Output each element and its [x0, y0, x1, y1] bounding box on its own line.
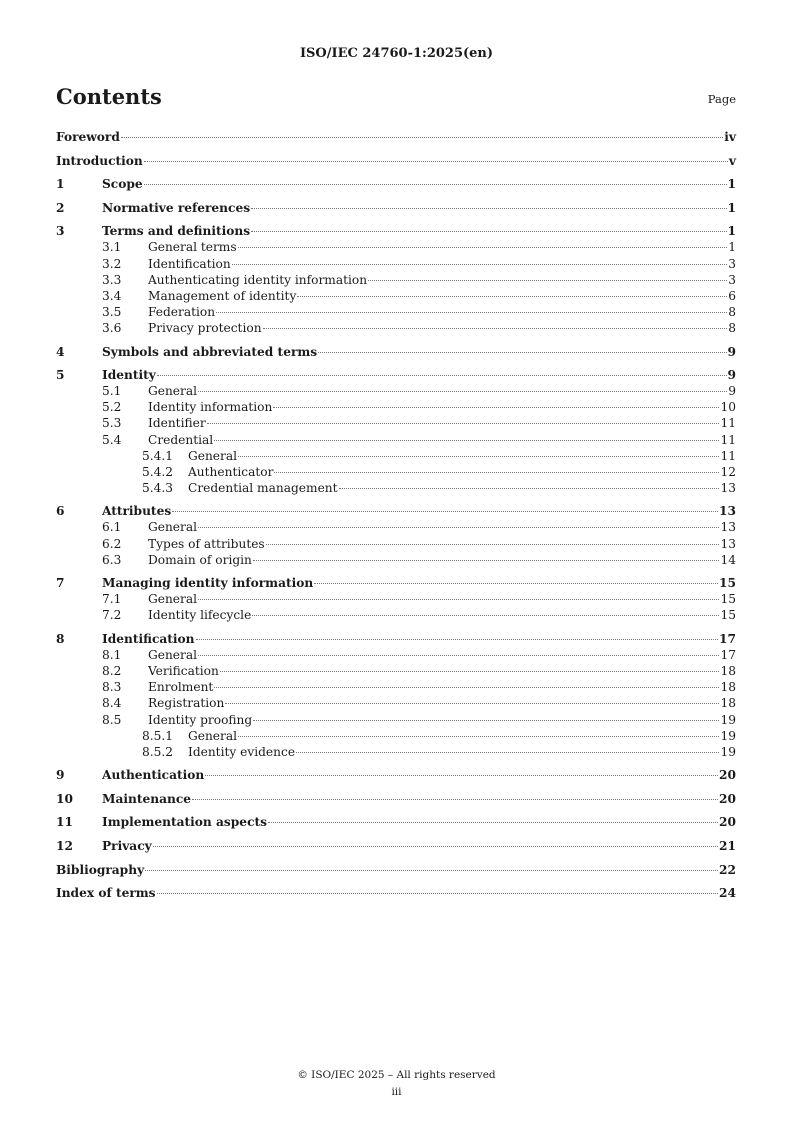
dot-leader — [339, 488, 720, 489]
toc-entry-title: Identifier — [148, 416, 206, 431]
toc-entry-number: 5.3 — [102, 416, 122, 431]
copyright-notice: © ISO/IEC 2025 – All rights reserved — [297, 1069, 496, 1081]
dot-leader — [238, 247, 728, 248]
toc-entry-title: Index of terms — [56, 886, 156, 901]
toc-entry-title: Identity proofing — [148, 712, 253, 727]
toc-entry[interactable] — [56, 591, 736, 607]
toc-entry-title: Enrolment — [148, 680, 214, 695]
toc-entry-number: 5.4.3 — [142, 480, 174, 495]
toc-entry-number: 4 — [56, 344, 65, 359]
toc-entry[interactable] — [56, 432, 736, 448]
toc-entry-number: 5.4.2 — [142, 464, 174, 479]
toc-entry[interactable] — [56, 448, 736, 464]
dot-leader — [121, 137, 723, 138]
contents-title: Contents — [56, 84, 162, 109]
toc-entry-number: 12 — [56, 839, 73, 854]
toc-entry[interactable] — [56, 647, 736, 663]
toc-entry[interactable] — [56, 464, 736, 480]
toc-entry-page: 24 — [719, 886, 736, 901]
toc-entry-page: 22 — [719, 862, 736, 877]
toc-entry-title: Foreword — [56, 130, 120, 144]
toc-entry-page: 19 — [720, 744, 736, 759]
toc-entry-page: 9 — [727, 344, 736, 359]
dot-leader — [252, 615, 719, 616]
toc-entry[interactable] — [56, 862, 736, 878]
toc-entry[interactable] — [56, 367, 736, 383]
toc-entry[interactable] — [56, 129, 736, 145]
toc-entry-title: General — [188, 448, 237, 463]
page-column-label: Page — [707, 92, 736, 106]
toc-entry[interactable] — [56, 272, 736, 288]
page-footer — [0, 1067, 793, 1101]
toc-entry-page: iv — [724, 130, 736, 144]
toc-entry-number: 9 — [56, 768, 65, 783]
toc-entry-number: 8.2 — [102, 664, 122, 679]
toc-entry-page: 1 — [727, 224, 736, 239]
toc-entry-title: Authenticator — [188, 464, 274, 479]
toc-entry-title: Credential — [148, 432, 214, 447]
toc-entry-page: 1 — [727, 200, 736, 215]
toc-entry-page: 11 — [720, 432, 736, 447]
toc-entry-page: 9 — [728, 384, 736, 399]
toc-entry-page: 15 — [719, 576, 736, 591]
toc-entry-page: 9 — [727, 368, 736, 383]
dot-leader — [198, 599, 719, 600]
toc-entry-title: Implementation aspects — [102, 815, 267, 830]
toc-entry[interactable] — [56, 536, 736, 552]
toc-entry-number: 3.3 — [102, 272, 122, 287]
toc-entry[interactable] — [56, 176, 736, 192]
dot-leader — [253, 560, 720, 561]
toc-entry[interactable] — [56, 607, 736, 623]
toc-entry-title: Maintenance — [102, 791, 192, 806]
toc-entry-page: 12 — [720, 464, 736, 479]
dot-leader — [251, 231, 726, 232]
toc-entry[interactable] — [56, 288, 736, 304]
toc-entry-title: Identity lifecycle — [148, 608, 252, 623]
toc-entry-number: 3.6 — [102, 320, 122, 335]
toc-entry[interactable] — [56, 744, 736, 760]
toc-entry[interactable] — [56, 679, 736, 695]
toc-entry-number: 8.1 — [102, 648, 122, 663]
toc-entry-title: Introduction — [56, 153, 143, 168]
toc-entry-title: General — [148, 648, 197, 663]
dot-leader — [214, 440, 719, 441]
toc-entry-page: 10 — [720, 400, 736, 415]
toc-entry[interactable] — [56, 814, 736, 830]
page-number: iii — [391, 1086, 402, 1098]
toc-entry-page: 1 — [728, 240, 736, 255]
dot-leader — [144, 184, 727, 185]
dot-leader — [198, 391, 727, 392]
toc-entry-title: Verification — [148, 664, 219, 679]
toc-entry-number: 5.1 — [102, 384, 122, 399]
dot-leader — [220, 671, 720, 672]
toc-entry-number: 10 — [56, 791, 73, 806]
toc-entry-title: Privacy — [102, 839, 152, 854]
toc-entry-page: v — [728, 153, 736, 168]
toc-entry-title: Attributes — [102, 504, 172, 519]
toc-entry-title: General terms — [148, 240, 237, 255]
toc-entry-page: 3 — [728, 256, 736, 271]
dot-leader — [274, 472, 719, 473]
dot-leader — [225, 703, 719, 704]
dot-leader — [145, 870, 718, 871]
toc-entry-page: 13 — [719, 504, 736, 519]
toc-entry-title: Managing identity information — [102, 576, 314, 591]
toc-entry-page: 17 — [719, 632, 736, 647]
toc-entry-page: 11 — [720, 416, 736, 431]
toc-entry[interactable] — [56, 223, 736, 239]
dot-leader — [238, 736, 719, 737]
toc-entry-page: 15 — [720, 608, 736, 623]
dot-leader — [144, 161, 728, 162]
toc-entry-page: 11 — [720, 448, 736, 463]
toc-entry[interactable] — [56, 838, 736, 854]
toc-entry-number: 3.4 — [102, 288, 122, 303]
toc-entry-page: 3 — [728, 272, 736, 287]
toc-entry-page: 18 — [720, 664, 736, 679]
toc-entry-number: 3 — [56, 224, 65, 239]
toc-entry-title: Authentication — [102, 768, 205, 783]
dot-leader — [263, 328, 728, 329]
toc-entry-number: 8.4 — [102, 696, 122, 711]
toc-entry-page: 20 — [719, 768, 736, 783]
toc-entry-title: Bibliography — [56, 862, 145, 877]
toc-entry-number: 6.3 — [102, 552, 122, 567]
dot-leader — [238, 456, 719, 457]
toc-entry[interactable] — [56, 575, 736, 591]
toc-entry-number: 6.2 — [102, 536, 122, 551]
dot-leader — [216, 312, 727, 313]
toc-entry-number: 7.2 — [102, 608, 122, 623]
toc-entry-page: 21 — [719, 839, 736, 854]
dot-leader — [251, 208, 726, 209]
dot-leader — [232, 264, 728, 265]
toc-entry-page: 15 — [720, 592, 736, 607]
toc-entry-title: Types of attributes — [148, 536, 265, 551]
toc-entry-title: Identification — [148, 256, 231, 271]
toc-entry[interactable] — [56, 663, 736, 679]
toc-entry-title: Terms and definitions — [102, 224, 251, 239]
toc-entry[interactable] — [56, 344, 736, 360]
toc-entry-page: 19 — [720, 728, 736, 743]
toc-entry-title: Domain of origin — [148, 552, 252, 567]
toc-entry[interactable] — [56, 304, 736, 320]
toc-entry[interactable] — [56, 712, 736, 728]
toc-entry[interactable] — [56, 695, 736, 711]
toc-entry-page: 8 — [728, 320, 736, 335]
dot-leader — [192, 799, 718, 800]
toc-entry-page: 20 — [719, 815, 736, 830]
toc-entry-title: Scope — [102, 177, 143, 192]
toc-entry-title: Credential management — [188, 480, 338, 495]
dot-leader — [157, 375, 727, 376]
toc-entry-page: 17 — [720, 648, 736, 663]
toc-entry-number: 3.5 — [102, 304, 122, 319]
dot-leader — [198, 527, 719, 528]
toc-entry-title: Privacy protection — [148, 320, 262, 335]
dot-leader — [297, 296, 727, 297]
toc-entry[interactable] — [56, 791, 736, 807]
toc-entry-number: 6 — [56, 504, 65, 519]
toc-entry-page: 6 — [728, 288, 736, 303]
toc-entry-number: 8.5 — [102, 712, 122, 727]
toc-entry[interactable] — [56, 383, 736, 399]
toc-entry[interactable] — [56, 552, 736, 568]
dot-leader — [268, 822, 718, 823]
toc-entry[interactable] — [56, 239, 736, 255]
dot-leader — [296, 752, 719, 753]
toc-entry-title: Authenticating identity information — [148, 272, 368, 287]
toc-entry-title: General — [188, 728, 237, 743]
toc-entry[interactable] — [56, 320, 736, 336]
toc-entry-title: Identity — [102, 368, 156, 383]
toc-entry-page: 13 — [720, 480, 736, 495]
toc-entry[interactable] — [56, 885, 736, 901]
toc-entry-number: 2 — [56, 200, 65, 215]
toc-entry-page: 20 — [719, 791, 736, 806]
dot-leader — [266, 544, 720, 545]
toc-entry[interactable] — [56, 153, 736, 169]
toc-entry-title: Federation — [148, 304, 216, 319]
dot-leader — [198, 655, 719, 656]
toc-entry-number: 7.1 — [102, 592, 122, 607]
dot-leader — [368, 280, 727, 281]
dot-leader — [172, 511, 718, 512]
toc-entry-number: 6.1 — [102, 520, 122, 535]
toc-entry-page: 13 — [720, 536, 736, 551]
toc-entry-page: 18 — [720, 680, 736, 695]
toc-entry-number: 5 — [56, 368, 65, 383]
table-of-contents — [56, 129, 736, 901]
toc-entry-number: 7 — [56, 576, 65, 591]
toc-entry-title: Identity evidence — [188, 744, 296, 759]
toc-entry-number: 5.4.1 — [142, 448, 174, 463]
toc-entry-page: 1 — [727, 177, 736, 192]
toc-entry-page: 19 — [720, 712, 736, 727]
toc-entry-page: 18 — [720, 696, 736, 711]
dot-leader — [214, 687, 719, 688]
toc-entry-number: 11 — [56, 815, 73, 830]
toc-entry-page: 13 — [720, 520, 736, 535]
toc-entry-title: General — [148, 520, 197, 535]
toc-entry-title: General — [148, 592, 197, 607]
dot-leader — [196, 639, 719, 640]
toc-entry[interactable] — [56, 503, 736, 519]
dot-leader — [273, 407, 719, 408]
toc-entry-title: Normative references — [102, 200, 251, 215]
dot-leader — [153, 846, 718, 847]
document-id-header: ISO/IEC 24760-1:2025(en) — [299, 46, 494, 61]
toc-entry-number: 8.3 — [102, 680, 122, 695]
toc-entry-title: Management of identity — [148, 288, 297, 303]
toc-entry[interactable] — [56, 200, 736, 216]
dot-leader — [205, 775, 718, 776]
toc-entry-page: 8 — [728, 304, 736, 319]
toc-entry-number: 5.2 — [102, 400, 122, 415]
toc-entry-title: Identification — [102, 632, 195, 647]
toc-entry-title: Symbols and abbreviated terms — [102, 344, 318, 359]
toc-entry[interactable] — [56, 728, 736, 744]
dot-leader — [318, 352, 726, 353]
dot-leader — [253, 720, 719, 721]
toc-entry[interactable] — [56, 256, 736, 272]
dot-leader — [207, 423, 720, 424]
toc-entry-number: 1 — [56, 177, 65, 192]
toc-entry-title: Identity information — [148, 400, 273, 415]
toc-entry-number: 8.5.1 — [142, 728, 174, 743]
toc-entry-title: General — [148, 384, 197, 399]
toc-entry[interactable] — [56, 415, 736, 431]
toc-entry-title: Registration — [148, 696, 225, 711]
toc-entry-number: 3.2 — [102, 256, 122, 271]
dot-leader — [157, 893, 719, 894]
toc-entry[interactable] — [56, 631, 736, 647]
toc-entry-number: 8 — [56, 632, 65, 647]
toc-entry-number: 3.1 — [102, 240, 122, 255]
toc-entry[interactable] — [56, 480, 736, 496]
toc-entry-page: 14 — [720, 552, 736, 567]
toc-entry-number: 5.4 — [102, 432, 122, 447]
toc-entry[interactable] — [56, 767, 736, 783]
toc-entry[interactable] — [56, 399, 736, 415]
toc-entry-number: 8.5.2 — [142, 744, 174, 759]
toc-entry[interactable] — [56, 519, 736, 535]
dot-leader — [314, 583, 718, 584]
